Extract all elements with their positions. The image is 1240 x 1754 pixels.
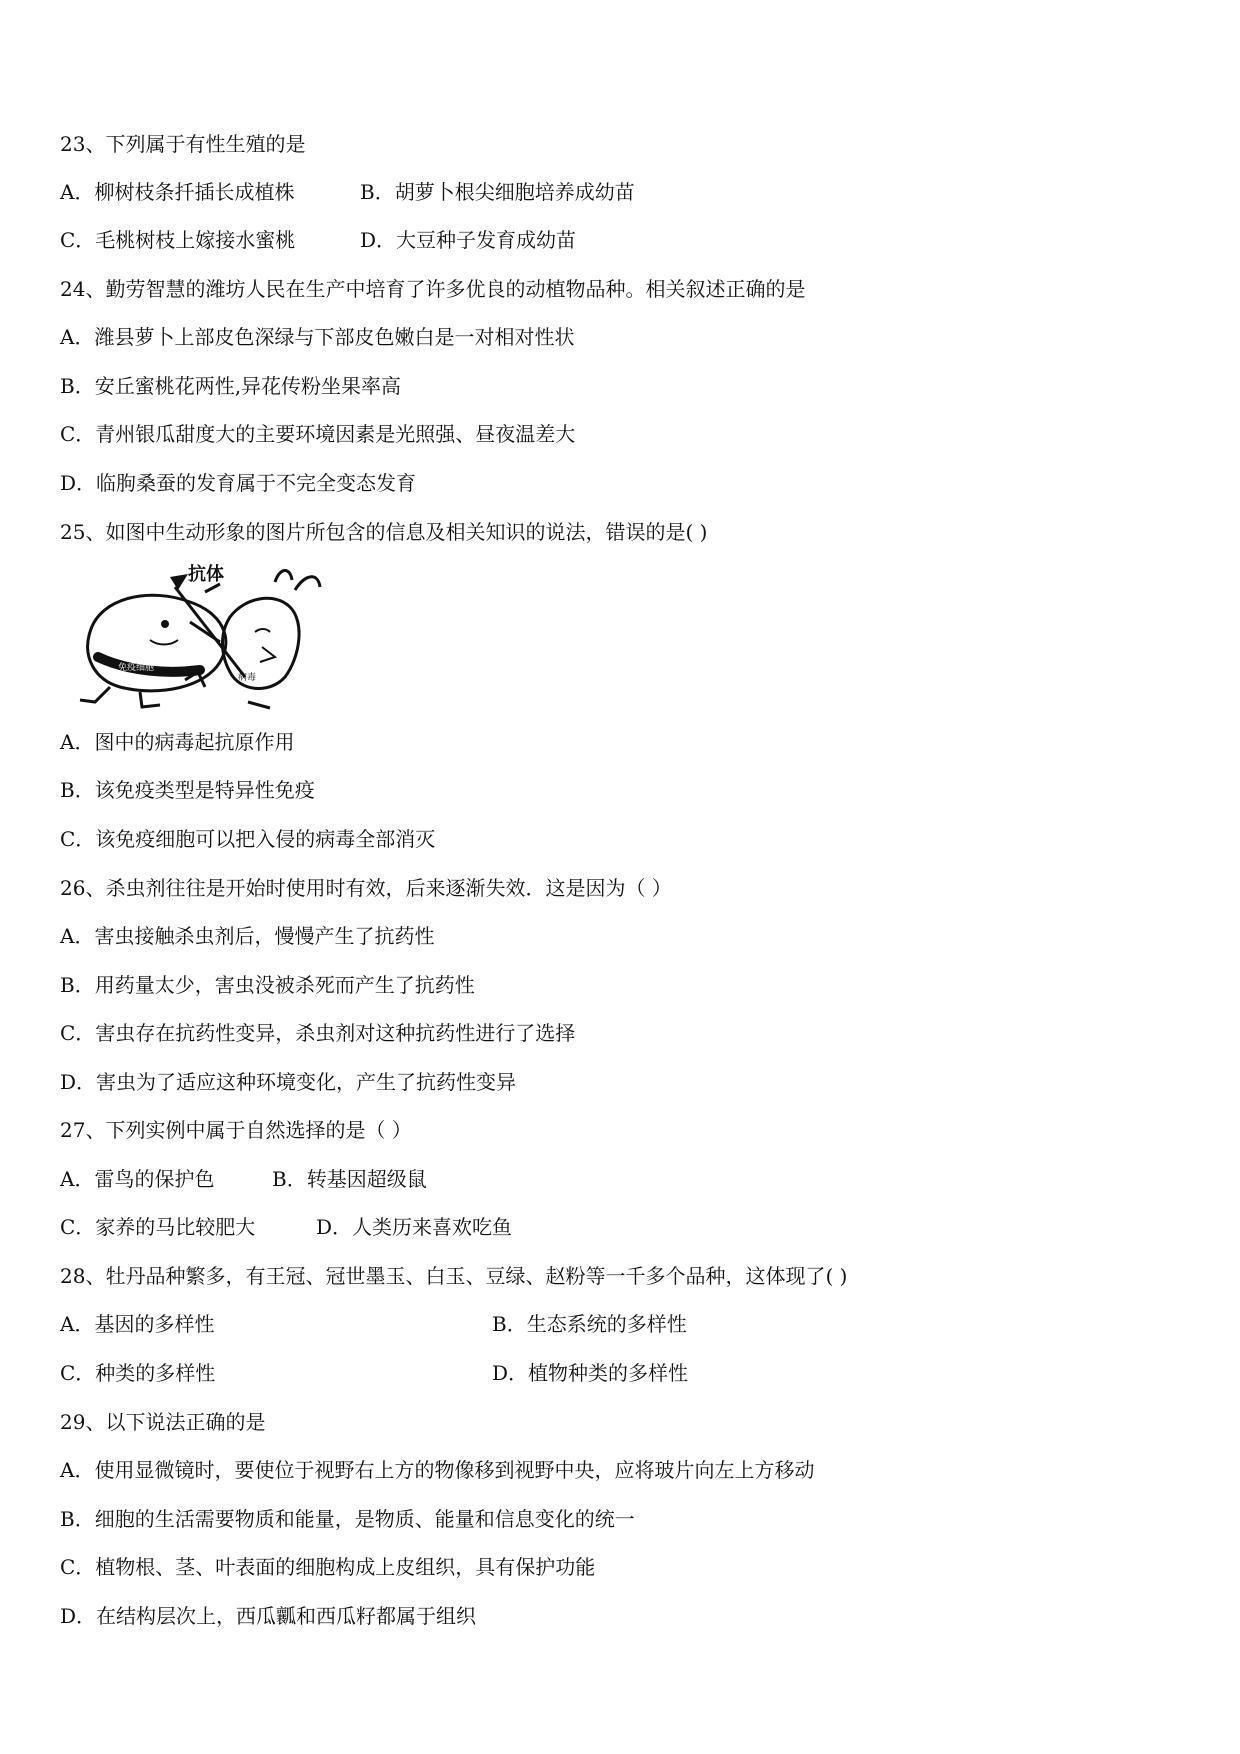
q25-stem: 25、如图中生动形象的图片所包含的信息及相关知识的说法，错误的是( ): [60, 520, 708, 544]
q28-option-a: A．基因的多样性: [60, 1312, 215, 1336]
antibody-label: 抗体: [188, 564, 224, 585]
q23-option-c: C．毛桃树枝上嫁接水蜜桃: [60, 228, 296, 252]
q28-stem: 28、牡丹品种繁多，有王冠、冠世墨玉、白玉、豆绿、赵粉等一千多个品种，这体现了( ): [60, 1264, 848, 1288]
q26-option-c: C．害虫存在抗药性变异，杀虫剂对这种抗药性进行了选择: [60, 1021, 576, 1045]
q27-option-c: C．家养的马比较肥大: [60, 1215, 256, 1239]
q23-option-b: B．胡萝卜根尖细胞培养成幼苗: [360, 180, 635, 204]
virus-label: 病毒: [238, 673, 257, 683]
q28-option-d: D．植物种类的多样性: [492, 1361, 689, 1385]
q29-option-d: D．在结构层次上，西瓜瓤和西瓜籽都属于组织: [60, 1604, 477, 1628]
q24-option-d: D．临朐桑蚕的发育属于不完全变态发育: [60, 471, 417, 495]
q28-option-c: C．种类的多样性: [60, 1361, 216, 1385]
q27-option-a: A．雷鸟的保护色: [60, 1167, 215, 1191]
q24-option-a: A．潍县萝卜上部皮色深绿与下部皮色嫩白是一对相对性状: [60, 325, 575, 349]
q29-stem: 29、以下说法正确的是: [60, 1410, 266, 1434]
q25-option-a: A．图中的病毒起抗原作用: [60, 730, 295, 754]
q25-option-c: C．该免疫细胞可以把入侵的病毒全部消灭: [60, 827, 436, 851]
q29-option-a: A．使用显微镜时，要使位于视野右上方的物像移到视野中央，应将玻片向左上方移动: [60, 1458, 815, 1482]
q24-stem: 24、勤劳智慧的潍坊人民在生产中培育了许多优良的动植物品种。相关叙述正确的是: [60, 277, 806, 301]
q24-option-b: B．安丘蜜桃花两性,异花传粉坐果率高: [60, 374, 402, 398]
immune-cell-label: 免疫细胞: [118, 663, 155, 673]
q26-option-a: A．害虫接触杀虫剂后，慢慢产生了抗药性: [60, 924, 435, 948]
q25-option-b: B．该免疫类型是特异性免疫: [60, 778, 315, 802]
q23-stem: 23、下列属于有性生殖的是: [60, 132, 306, 156]
q28-option-b: B．生态系统的多样性: [492, 1312, 687, 1336]
q29-option-c: C．植物根、茎、叶表面的细胞构成上皮组织，具有保护功能: [60, 1555, 596, 1579]
q24-option-c: C．青州银瓜甜度大的主要环境因素是光照强、昼夜温差大: [60, 422, 576, 446]
antibody-virus-figure: [70, 562, 350, 712]
q29-option-b: B．细胞的生活需要物质和能量，是物质、能量和信息变化的统一: [60, 1507, 635, 1531]
q27-option-d: D．人类历来喜欢吃鱼: [316, 1215, 513, 1239]
q23-option-a: A．柳树枝条扦插长成植株: [60, 180, 295, 204]
q27-option-b: B．转基因超级鼠: [272, 1167, 427, 1191]
q27-stem: 27、下列实例中属于自然选择的是（ ）: [60, 1118, 412, 1142]
q26-stem: 26、杀虫剂往往是开始时使用时有效，后来逐渐失效．这是因为（ ）: [60, 876, 672, 900]
q23-option-d: D．大豆种子发育成幼苗: [360, 228, 577, 252]
q26-option-b: B．用药量太少，害虫没被杀死而产生了抗药性: [60, 973, 475, 997]
q26-option-d: D．害虫为了适应这种环境变化，产生了抗药性变异: [60, 1070, 517, 1094]
